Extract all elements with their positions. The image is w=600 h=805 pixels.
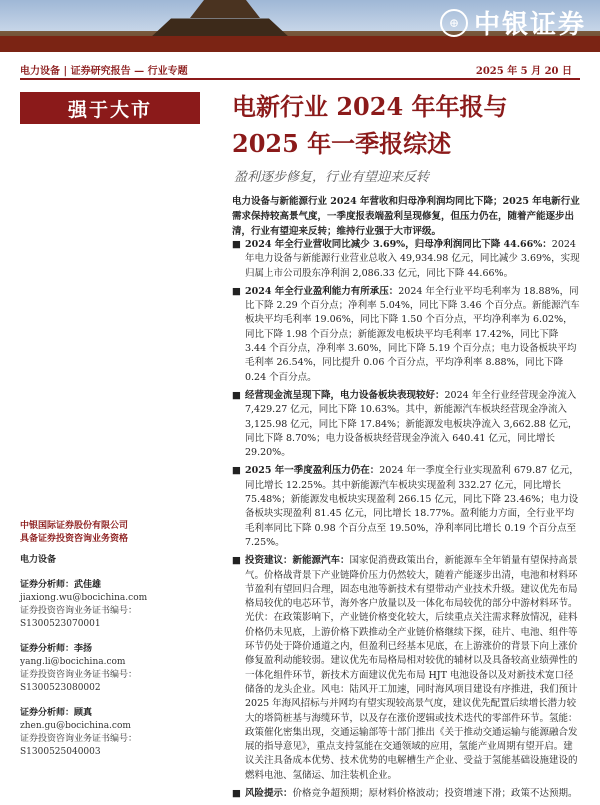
analyst-block <box>20 579 210 631</box>
bullet-square-icon: ■ <box>232 465 241 477</box>
bullet-item <box>232 787 582 801</box>
sector-label: 电力设备 <box>20 555 57 565</box>
bullet-item <box>232 554 582 783</box>
company-name: 中银国际证券股份有限公司 <box>20 521 129 531</box>
bullet-text: 2024 年一季度全行业实现盈利 679.87 亿元，同比增长 12.25%。其中新能源汽车板块实现盈利 332.27 亿元，同比增长 75.48%；新能源发电板块实现盈利 266.15 亿元，同比下降 23.46%；电力设备板块实现盈利 81.45 亿元，同比增长 18.77%。盈利能力方面，全行业平均毛利率同比下降 0.98 个百分点至 19.50%，净利率同比增长 0.19 个百分点至 7.25%。 <box>244 465 579 548</box>
bullet-lead: 2025 年一季度盈利压力仍在： <box>244 465 380 477</box>
bullet-lead: 投资建议：新能源汽车： <box>244 555 350 567</box>
bullet-item <box>232 389 582 460</box>
summary-paragraph: 电力设备与新能源行业 2024 年营收和归母净利润均同比下降；2025 年电新行业需求保持较高景气度，一季度报表端盈利呈现修复，但压力仍在，随着产能逐步出清，行业有望迎来反转；维持行业强于大市评级。 <box>232 196 580 237</box>
analyst-block <box>20 707 210 759</box>
bullet-square-icon: ■ <box>232 285 241 297</box>
header-divider <box>20 78 580 80</box>
rating-badge: 强于大市 <box>20 92 200 124</box>
bullet-text: 价格竞争超预期；原材料价格波动；投资增速下滑；政策不达预期。 <box>292 787 578 799</box>
bullet-item <box>232 238 582 281</box>
bullet-square-icon: ■ <box>232 555 241 567</box>
bullet-lead: 2024 年全行业盈利能力有所承压： <box>244 285 399 297</box>
analyst-cert: 证券投资咨询业务证书编号：S1300523080002 <box>20 670 138 693</box>
analyst-email[interactable]: zhen.gu@bocichina.com <box>20 721 131 731</box>
boc-logo-icon: ⊕ <box>440 9 468 37</box>
report-body <box>232 238 582 805</box>
bullet-lead: 2024 年全行业营收同比减少 3.69%，归母净利润同比下降 44.66%： <box>244 239 552 250</box>
analyst-cert: 证券投资咨询业务证书编号：S1300525040003 <box>20 734 138 757</box>
bullet-text: 2024 年电力设备与新能源行业营业总收入 49,934.98 亿元，同比减少 3.69%，实现归属上市公司股东净利润 2,086.33 亿元，同比下降 44.66%。 <box>244 239 580 279</box>
analyst-name: 证券分析师：李扬 <box>20 644 93 654</box>
analyst-email[interactable]: yang.li@bocichina.com <box>20 657 126 667</box>
bullet-lead: 经营现金流呈现下降，电力设备板块表现较好： <box>244 389 445 401</box>
report-date: 2025 年 5 月 20 日 <box>475 66 572 77</box>
brand-name: 中银证券 <box>473 10 586 40</box>
company-qualification: 具备证券投资咨询业务资格 <box>20 534 129 544</box>
report-title <box>232 88 592 162</box>
bullet-text: 2024 年全行业平均毛利率为 18.88%，同比下降 2.29 个百分点；净利率 5.04%，同比下降 3.46 个百分点。新能源汽车板块平均毛利率 19.06%，同比下降 1.50 个百分点，平均净利率为 6.02%，同比下降 1.98 个百分点；新能源发电板块平均毛利率 17.42%，同比下降 3.44 个百分点，净利率 3.60%，同比下降 5.19 个百分点；电力设备板块平均毛利率 26.54%，同比提升 0.06 个百分点，平均净利率 8.88%，同比下降 0.24 个百分点。 <box>244 285 580 383</box>
header-banner <box>0 0 600 52</box>
bullet-item <box>232 285 582 385</box>
analyst-block <box>20 643 210 695</box>
sidebar-info <box>20 520 210 759</box>
bullet-square-icon: ■ <box>232 389 241 401</box>
bullet-square-icon: ■ <box>232 787 241 799</box>
bullet-text: 2024 年全行业经营现金净流入 7,429.27 亿元，同比下降 10.63%。其中，新能源汽车板块经营现金净流入 3,125.98 亿元，同比下降 17.84%；新能源发电板块净流入 3,662.88 亿元，同比下降 8.70%；电力设备板块经营现金净流入 640.41 亿元，同比增长 29.20%。 <box>244 389 578 459</box>
report-subtitle: 盈利逐步修复，行业有望迎来反转 <box>234 170 430 185</box>
palace-roof-top <box>190 0 260 18</box>
bullet-item <box>232 464 582 550</box>
analyst-name: 证券分析师：武佳雄 <box>20 580 102 590</box>
brand-logo <box>440 4 586 41</box>
title-line-2: 2025 年一季报综述 <box>232 129 452 158</box>
report-meta-bar <box>0 52 600 86</box>
analyst-email[interactable]: jiaxiong.wu@bocichina.com <box>20 593 148 603</box>
analyst-name: 证券分析师：顾真 <box>20 708 93 718</box>
report-category: 电力设备 | 证券研究报告 — 行业专题 <box>20 66 188 77</box>
title-line-1: 电新行业 2024 年年报与 <box>232 92 508 121</box>
bullet-square-icon: ■ <box>232 239 241 250</box>
bullet-text: 国家促消费政策出台，新能源车全年销量有望保持高景气。价格战背景下产业链降价压力仍然较大，随着产能逐步出清，电池和材料环节盈利有望回归合理，固态电池等新技术有望带动产业技术升级。建议优先布局格局较优的电芯环节，海外客户放量以及一体化布局较优的部分中游材料环节。光伏：在政策影响下，产业链价格变化较大，后续重点关注需求释放情况，硅料价格仍未见底，上游价格下跌推动全产业链价格继续下探，硅片、电池、组件等环节仍处于降价通道之内，但盈利已经基本见底，在上游涨价的背景下向上涨价修复盈利动能较弱。建议优先布局格局相对较优的辅材以及具备较高业绩弹性的一体化组件环节，新技术方面建议优先布局 HJT 电池设备以及对新技术宽口径储备的龙头企业。风电：陆风开工加速，同时海风项目建设有序推进，我们预计 2025 年海风招标与并网均有望实现较高景气度，建议优先配置后续增长潜力较大的塔筒桩基与海缆环节，以及存在涨价逻辑或技术迭代的零部件环节。氢能：政策催化密集出现，交通运输部等十部门推出《关于推动交通运输与能源融合发展的指导意见》，重点支持氢能在交通领域的应用，氢能产业周期有望开启。建议关注具备成本优势、技术优势的电解槽生产企业、受益于氢能基础设施建设的燃料电池、氢储运、加注装机企业。 <box>244 555 578 781</box>
bullet-lead: 风险提示： <box>244 787 293 799</box>
analyst-cert: 证券投资咨询业务证书编号：S1300523070001 <box>20 606 138 629</box>
